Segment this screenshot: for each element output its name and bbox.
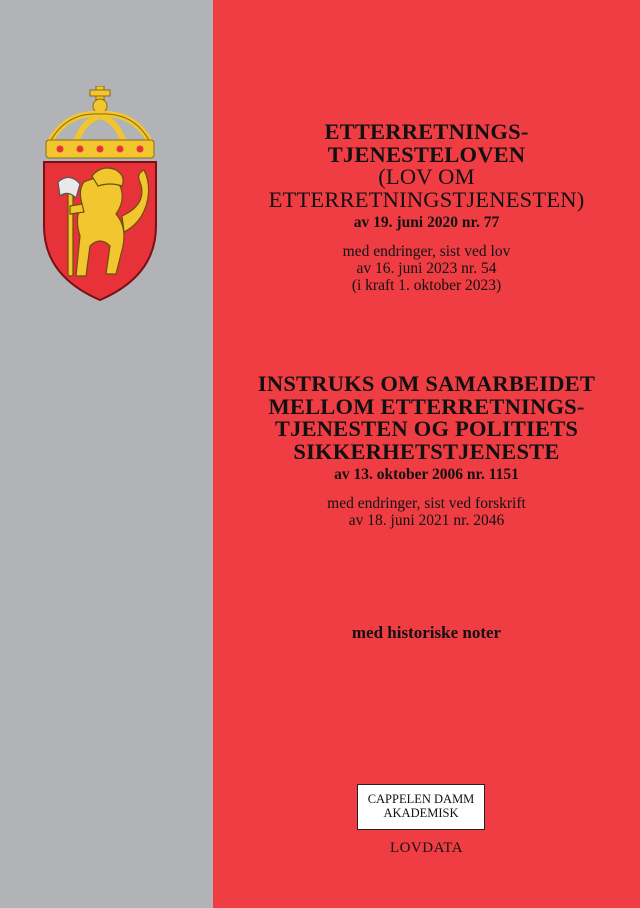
imprint: LOVDATA — [389, 840, 464, 856]
law-subtitle — [213, 166, 640, 211]
instruction-amendment-line: med endringer, sist ved forskrift — [327, 494, 526, 512]
publisher-line-2: AKADEMISK — [383, 806, 459, 820]
publisher-logo — [357, 784, 485, 830]
instruction-date: av 13. oktober 2006 nr. 1151 — [334, 466, 519, 483]
instruction-title-line: TJENESTEN OG POLITIETS — [274, 416, 579, 441]
instruction-amendment-line: av 18. juni 2021 nr. 2046 — [348, 511, 505, 529]
law-amendment-line: av 16. juni 2023 nr. 54 — [356, 259, 497, 277]
publisher-line-1: CAPPELEN DAMM — [367, 792, 475, 807]
law-subtitle-line: ETTERRETNINGSTJENESTEN) — [268, 186, 585, 212]
instruction-amendment — [213, 495, 640, 530]
instruction-block — [213, 373, 640, 529]
instruction-title-line: SIKKERHETSTJENESTE — [293, 438, 560, 464]
law-block — [213, 121, 640, 295]
instruction-title — [213, 373, 640, 463]
law-subtitle-line: (LOV OM — [378, 164, 475, 189]
instruction-title-line: MELLOM ETTERRETNINGS- — [268, 393, 585, 419]
instruction-title-line: INSTRUKS OM SAMARBEIDET — [257, 371, 596, 396]
norwegian-coat-of-arms-icon — [36, 86, 164, 302]
law-title-line: ETTERRETNINGS- — [324, 119, 529, 144]
law-amendment-line: (i kraft 1. oktober 2023) — [351, 277, 502, 295]
law-amendment-line: med endringer, sist ved lov — [342, 242, 511, 260]
law-title — [213, 121, 640, 166]
law-amendment — [213, 243, 640, 295]
law-date: av 19. juni 2020 nr. 77 — [353, 214, 500, 231]
law-title-line: TJENESTELOVEN — [327, 141, 526, 167]
historical-note: med historiske noter — [351, 623, 502, 642]
